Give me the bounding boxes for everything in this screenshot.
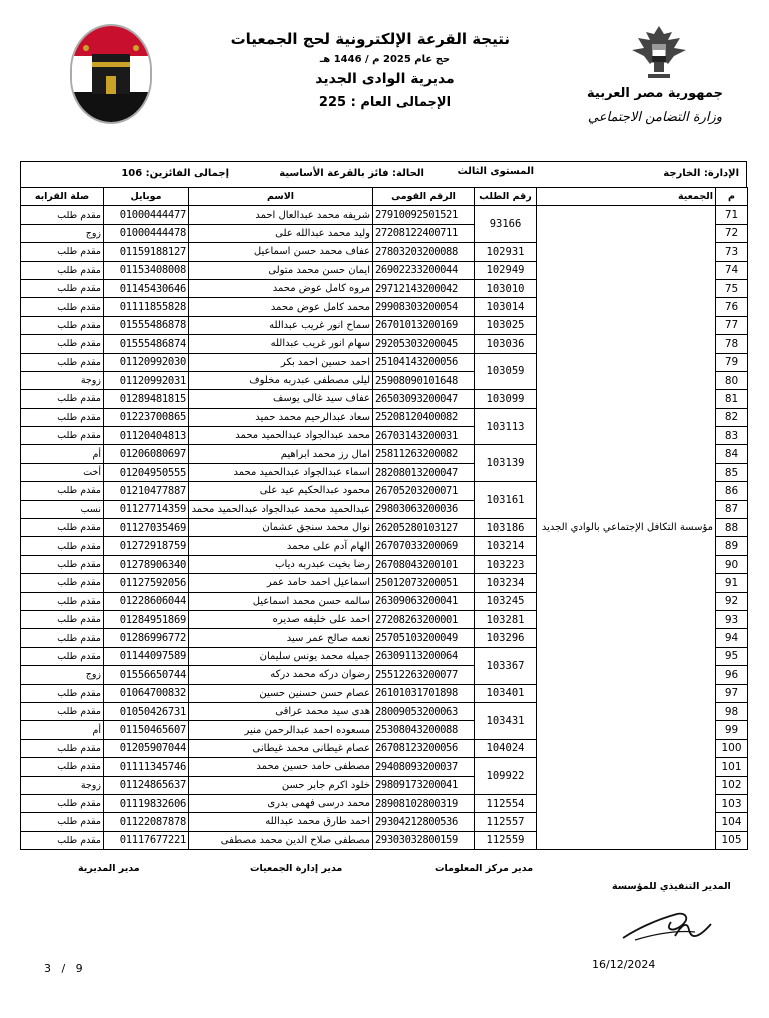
mobile-number: 01278906340	[104, 555, 189, 573]
person-name: احمد حسين احمد بكر	[189, 353, 373, 371]
national-id: 26707033200069	[373, 537, 475, 555]
person-name: سعاد عبدالرحيم محمد حميد	[189, 408, 373, 426]
applicant-number: 104024	[475, 739, 537, 757]
row-number: 83	[716, 427, 748, 445]
relation: أم	[21, 445, 104, 463]
applicant-number: 103401	[475, 684, 537, 702]
national-id: 26205280103127	[373, 519, 475, 537]
national-id: 29712143200042	[373, 279, 475, 297]
mobile-number: 01064700832	[104, 684, 189, 702]
mobile-number: 01153408008	[104, 261, 189, 279]
mobile-number: 01556650744	[104, 666, 189, 684]
applicant-number: 103223	[475, 555, 537, 573]
relation: مقدم طلب	[21, 482, 104, 500]
mobile-number: 01206080697	[104, 445, 189, 463]
col-phone: موبايل	[104, 188, 189, 206]
mobile-number: 01119832606	[104, 794, 189, 812]
mobile-number: 01144097589	[104, 647, 189, 665]
applicant-number: 112559	[475, 831, 537, 849]
mobile-number: 01000444478	[104, 224, 189, 242]
col-num: م	[716, 188, 748, 206]
relation: أخت	[21, 463, 104, 481]
mobile-number: 01122087878	[104, 813, 189, 831]
applicant-number: 102949	[475, 261, 537, 279]
national-id: 26703143200031	[373, 427, 475, 445]
national-id: 29303032800159	[373, 831, 475, 849]
national-id: 28009053200063	[373, 702, 475, 720]
mobile-number: 01050426731	[104, 702, 189, 720]
relation: مقدم طلب	[21, 353, 104, 371]
row-number: 77	[716, 316, 748, 334]
applicant-number: 103234	[475, 574, 537, 592]
person-name: نعمه صالح عمر سيد	[189, 629, 373, 647]
national-id: 29908303200054	[373, 298, 475, 316]
applicant-number: 103296	[475, 629, 537, 647]
relation: زوج	[21, 666, 104, 684]
page-number: 3 / 9	[44, 962, 83, 975]
national-id: 27803203200088	[373, 243, 475, 261]
relation: مقدم طلب	[21, 574, 104, 592]
row-number: 76	[716, 298, 748, 316]
applicant-number: 103010	[475, 279, 537, 297]
applicant-number: 103139	[475, 445, 537, 482]
row-number: 96	[716, 666, 748, 684]
person-name: عبدالحميد محمد عبدالجواد عبدالحميد محمد	[189, 500, 373, 518]
row-number: 99	[716, 721, 748, 739]
person-name: مصطفى حامد حسين محمد	[189, 758, 373, 776]
person-name: مسعوده احمد عبدالرحمن منير	[189, 721, 373, 739]
row-number: 91	[716, 574, 748, 592]
mobile-number: 01117677221	[104, 831, 189, 849]
national-id: 26902233200044	[373, 261, 475, 279]
col-nid: الرقم القومى	[373, 188, 475, 206]
relation: مقدم طلب	[21, 298, 104, 316]
person-name: وليد محمد عبدالله على	[189, 224, 373, 242]
person-name: محمد درسى فهمى بدرى	[189, 794, 373, 812]
national-id: 26705203200071	[373, 482, 475, 500]
person-name: ايمان حسن محمد متولى	[189, 261, 373, 279]
row-number: 98	[716, 702, 748, 720]
national-id: 27910092501521	[373, 206, 475, 224]
applicant-number: 103059	[475, 353, 537, 390]
row-number: 103	[716, 794, 748, 812]
relation: مقدم طلب	[21, 610, 104, 628]
national-id: 29408093200037	[373, 758, 475, 776]
national-id: 26503093200047	[373, 390, 475, 408]
applicant-number: 103099	[475, 390, 537, 408]
person-name: مصطفى صلاح الدين محمد مصطفى	[189, 831, 373, 849]
row-number: 100	[716, 739, 748, 757]
person-name: هدى سيد محمد عراقى	[189, 702, 373, 720]
manager-directorate: مدير المديرية	[78, 863, 140, 874]
person-name: اسماء عبدالجواد عبدالحميد محمد	[189, 463, 373, 481]
relation: مقدم طلب	[21, 537, 104, 555]
relation: مقدم طلب	[21, 739, 104, 757]
report-title: نتيجة القرعة الإلكترونية لحج الجمعيات	[230, 30, 510, 48]
relation: نسب	[21, 500, 104, 518]
applicant-number: 103186	[475, 519, 537, 537]
relation: مقدم طلب	[21, 629, 104, 647]
row-number: 74	[716, 261, 748, 279]
mobile-number: 01111855828	[104, 298, 189, 316]
national-id: 28208013200047	[373, 463, 475, 481]
row-number: 79	[716, 353, 748, 371]
row-number: 89	[716, 537, 748, 555]
mobile-number: 01228606044	[104, 592, 189, 610]
mobile-number: 01204950555	[104, 463, 189, 481]
national-id: 29205303200045	[373, 335, 475, 353]
national-id: 29809173200041	[373, 776, 475, 794]
status-label: الحالة: فائز بالقرعة الأساسية	[279, 168, 424, 179]
national-id: 26101031701898	[373, 684, 475, 702]
person-name: عصام حسن حسنين حسين	[189, 684, 373, 702]
applicant-number: 103036	[475, 335, 537, 353]
person-name: الهام آدم على محمد	[189, 537, 373, 555]
winners-table	[20, 187, 748, 850]
row-number: 92	[716, 592, 748, 610]
row-number: 72	[716, 224, 748, 242]
applicant-number: 103214	[475, 537, 537, 555]
relation: مقدم طلب	[21, 408, 104, 426]
person-name: رضا بخيت عبدربه دياب	[189, 555, 373, 573]
relation: مقدم طلب	[21, 519, 104, 537]
col-applicant: رقم الطلب	[475, 188, 537, 206]
person-name: سالمه حسن محمد اسماعيل	[189, 592, 373, 610]
row-number: 84	[716, 445, 748, 463]
row-number: 82	[716, 408, 748, 426]
person-name: عفاف سيد غالى يوسف	[189, 390, 373, 408]
eagle-emblem-icon	[628, 22, 690, 84]
mobile-number: 01000444477	[104, 206, 189, 224]
applicant-number: 109922	[475, 758, 537, 795]
relation: مقدم طلب	[21, 316, 104, 334]
mobile-number: 01289481815	[104, 390, 189, 408]
relation: مقدم طلب	[21, 555, 104, 573]
person-name: محمود عبدالحكيم عيد على	[189, 482, 373, 500]
person-name: رضوان دركه محمد دركه	[189, 666, 373, 684]
relation: مقدم طلب	[21, 261, 104, 279]
mobile-number: 01286996772	[104, 629, 189, 647]
admin-label: الإدارة: الخارجة	[663, 168, 739, 179]
national-id: 27208122400711	[373, 224, 475, 242]
row-number: 104	[716, 813, 748, 831]
national-id: 26309063200041	[373, 592, 475, 610]
national-id: 25512263200077	[373, 666, 475, 684]
signature	[615, 900, 725, 950]
col-relation: صلة القرابه	[21, 188, 104, 206]
national-id: 26708123200056	[373, 739, 475, 757]
mobile-number: 01124865637	[104, 776, 189, 794]
hajj-logo	[70, 24, 152, 124]
mobile-number: 01159188127	[104, 243, 189, 261]
person-name: شريفه محمد عبدالعال احمد	[189, 206, 373, 224]
total-label: الإجمالى العام : 225	[318, 95, 452, 110]
row-number: 81	[716, 390, 748, 408]
relation: مقدم طلب	[21, 758, 104, 776]
applicant-number: 103367	[475, 647, 537, 684]
mobile-number: 01120992031	[104, 371, 189, 389]
row-number: 102	[716, 776, 748, 794]
row-number: 86	[716, 482, 748, 500]
person-name: عفاف محمد حسن اسماعيل	[189, 243, 373, 261]
row-number: 95	[716, 647, 748, 665]
applicant-number: 102931	[475, 243, 537, 261]
relation: مقدم طلب	[21, 684, 104, 702]
table-row	[21, 206, 748, 224]
mobile-number: 01150465607	[104, 721, 189, 739]
applicant-number: 93166	[475, 206, 537, 243]
row-number: 97	[716, 684, 748, 702]
applicant-number: 103161	[475, 482, 537, 519]
person-name: خلود اكرم جابر حسن	[189, 776, 373, 794]
relation: مقدم طلب	[21, 206, 104, 224]
national-id: 26701013200169	[373, 316, 475, 334]
row-number: 93	[716, 610, 748, 628]
mobile-number: 01127714359	[104, 500, 189, 518]
mobile-number: 01120992030	[104, 353, 189, 371]
relation: زوج	[21, 224, 104, 242]
national-id: 25908090101648	[373, 371, 475, 389]
executive-manager: المدير التنفيذي للمؤسسة	[612, 881, 731, 892]
country-name: جمهورية مصر العربية	[587, 86, 723, 101]
national-id: 29304212800536	[373, 813, 475, 831]
mobile-number: 01127592056	[104, 574, 189, 592]
row-number: 80	[716, 371, 748, 389]
person-name: ليلى مصطفى عبدربه مخلوف	[189, 371, 373, 389]
person-name: جميله محمد يونس سليمان	[189, 647, 373, 665]
row-number: 88	[716, 519, 748, 537]
mobile-number: 01555486878	[104, 316, 189, 334]
person-name: محمد كامل عوض محمد	[189, 298, 373, 316]
mobile-number: 01127035469	[104, 519, 189, 537]
row-number: 105	[716, 831, 748, 849]
person-name: محمد عبدالجواد عبدالحميد محمد	[189, 427, 373, 445]
mobile-number: 01555486874	[104, 335, 189, 353]
mobile-number: 01223700865	[104, 408, 189, 426]
winners-label: إجمالى الفائزين: 106	[121, 168, 229, 179]
mobile-number: 01120404813	[104, 427, 189, 445]
row-number: 73	[716, 243, 748, 261]
relation: أم	[21, 721, 104, 739]
national-id: 25811263200082	[373, 445, 475, 463]
applicant-number: 112554	[475, 794, 537, 812]
directorate-name: مديرية الوادى الجديد	[315, 71, 455, 87]
mobile-number: 01284951869	[104, 610, 189, 628]
person-name: اسماعيل احمد حامد عمر	[189, 574, 373, 592]
row-number: 101	[716, 758, 748, 776]
applicant-number: 103014	[475, 298, 537, 316]
relation: زوجة	[21, 776, 104, 794]
person-name: نوال محمد سنجق عشمان	[189, 519, 373, 537]
row-number: 90	[716, 555, 748, 573]
relation: مقدم طلب	[21, 427, 104, 445]
relation: مقدم طلب	[21, 794, 104, 812]
table-body	[21, 206, 748, 850]
mobile-number: 01111345746	[104, 758, 189, 776]
mobile-number: 01210477887	[104, 482, 189, 500]
mobile-number: 01205907044	[104, 739, 189, 757]
applicant-number: 112557	[475, 813, 537, 831]
applicant-number: 103113	[475, 408, 537, 445]
level-label: المستوى الثالث	[457, 166, 534, 177]
row-number: 78	[716, 335, 748, 353]
person-name: سهام انور غريب عبدالله	[189, 335, 373, 353]
relation: زوجة	[21, 371, 104, 389]
row-number: 75	[716, 279, 748, 297]
national-id: 27208263200001	[373, 610, 475, 628]
col-assoc: الجمعية	[537, 188, 716, 206]
row-number: 85	[716, 463, 748, 481]
relation: مقدم طلب	[21, 243, 104, 261]
applicant-number: 103025	[475, 316, 537, 334]
person-name: امال رز محمد ابراهيم	[189, 445, 373, 463]
national-id: 25705103200049	[373, 629, 475, 647]
year-line: حج عام 2025 م / 1446 هـ	[319, 54, 451, 65]
relation: مقدم طلب	[21, 702, 104, 720]
person-name: عصام غيطانى محمد غيطانى	[189, 739, 373, 757]
ministry-name: وزارة التضامن الاجتماعي	[587, 110, 723, 125]
mobile-number: 01145430646	[104, 279, 189, 297]
person-name: احمد طارق محمد عبدالله	[189, 813, 373, 831]
relation: مقدم طلب	[21, 831, 104, 849]
manager-info-center: مدير مركز المعلومات	[435, 863, 534, 874]
national-id: 26309113200064	[373, 647, 475, 665]
person-name: احمد على خليفه صديره	[189, 610, 373, 628]
association-name: مؤسسة التكافل الإجتماعي بالوادي الجديد	[537, 206, 716, 850]
relation: مقدم طلب	[21, 592, 104, 610]
applicant-number: 103245	[475, 592, 537, 610]
relation: مقدم طلب	[21, 335, 104, 353]
row-number: 94	[716, 629, 748, 647]
national-id: 26708043200101	[373, 555, 475, 573]
national-id: 25308043200088	[373, 721, 475, 739]
report-date: 16/12/2024	[592, 958, 656, 971]
row-number: 71	[716, 206, 748, 224]
mobile-number: 01272918759	[104, 537, 189, 555]
relation: مقدم طلب	[21, 647, 104, 665]
national-id: 25104143200056	[373, 353, 475, 371]
person-name: مروه كامل عوض محمد	[189, 279, 373, 297]
col-name: الاسم	[189, 188, 373, 206]
table-header-row	[21, 188, 748, 206]
person-name: سماح انور غريب عبدالله	[189, 316, 373, 334]
applicant-number: 103431	[475, 702, 537, 739]
manager-assoc-admin: مدير إدارة الجمعيات	[250, 863, 343, 874]
national-id: 25208120400082	[373, 408, 475, 426]
relation: مقدم طلب	[21, 390, 104, 408]
applicant-number: 103281	[475, 610, 537, 628]
relation: مقدم طلب	[21, 279, 104, 297]
national-id: 29803063200036	[373, 500, 475, 518]
relation: مقدم طلب	[21, 813, 104, 831]
national-id: 28908102800319	[373, 794, 475, 812]
row-number: 87	[716, 500, 748, 518]
national-id: 25012073200051	[373, 574, 475, 592]
